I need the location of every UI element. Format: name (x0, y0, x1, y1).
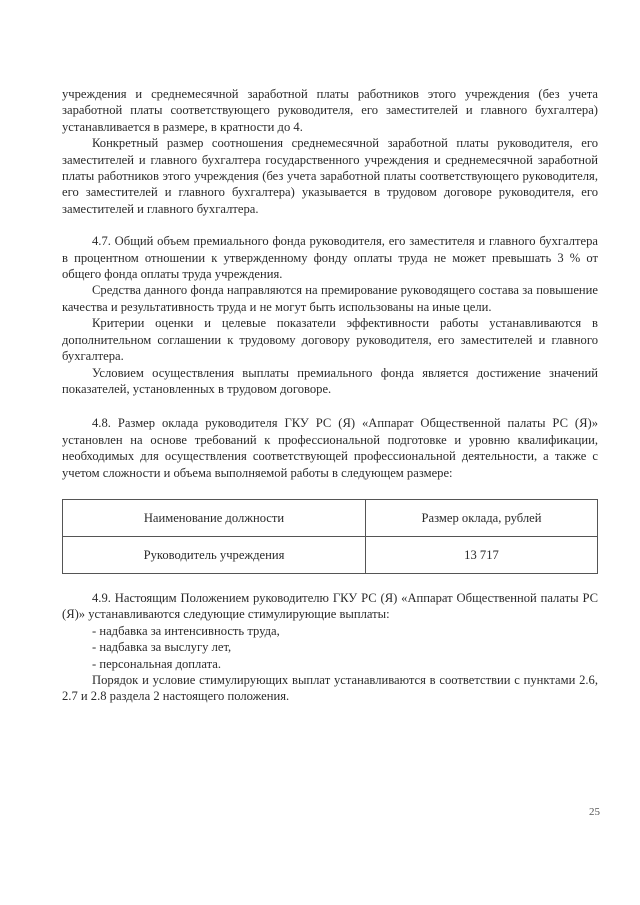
paragraph-criteria: Критерии оценки и целевые показатели эффективности работы устанавливаются в дополнительном соглашении к трудовому договору руководителя, его заместителей и главного бухгалтера. (62, 316, 598, 364)
section-4-9-text: 4.9. Настоящим Положением руководителю ГКУ РС (Я) «Аппарат Общественной палаты РС (Я)» устанавливаются следующие стимулирующие выплаты: (62, 590, 598, 622)
table-row (63, 536, 598, 573)
paragraph-continued: учреждения и среднемесячной заработной платы работников этого учреждения (без учета заработной платы соответствующего руководителя, его заместителей и главного бухгалтера) устанавливается в размере, в кратности до 4. (62, 87, 598, 134)
cell-salary: 13 717 (366, 536, 598, 573)
list-item: - надбавка за выслугу лет, (92, 640, 232, 655)
incentive-list (62, 623, 598, 672)
paragraph-fund-use: Средства данного фонда направляются на премирование руководящего состава за повышение качества и результативность труда и не могут быть использованы на иные цели. (62, 283, 598, 314)
section-4-7-text: 4.7. Общий объем премиального фонда руководителя, его заместителя и главного бухгалтера в процентном отношении к утвержденному фонду оплаты труда не может превышать 3 % от общего фонда оплаты труда учреждения. (62, 234, 598, 282)
header-salary: Размер оклада, рублей (366, 499, 598, 536)
section-4-8-text: 4.8. Размер оклада руководителя ГКУ РС (Я) «Аппарат Общественной палаты РС (Я)» установлен на основе требований к профессиональной подготовке и уровню квалификации, необходимых для осуществления соответствующей профессиональной деятельности, а также с учетом сложности и объема выполняемой работы в следующем размере: (62, 416, 598, 480)
page-body (62, 86, 598, 705)
paragraph-ratio: Конкретный размер соотношения среднемесячной заработной платы руководителя, его заместителей и главного бухгалтера государственного учреждения и среднемесячной заработной платы работников этого учреждения (без учета заработной платы соответствующего руководителя, его заместителей и главного бухгалтера) указывается в трудовом договоре руководителя, его заместителей и главного бухгалтера. (62, 136, 598, 216)
salary-table (62, 499, 598, 574)
page-number: 25 (589, 806, 600, 818)
header-position: Наименование должности (63, 499, 366, 536)
list-item: - надбавка за интенсивность труда, (92, 623, 280, 638)
cell-position: Руководитель учреждения (63, 536, 366, 573)
paragraph-procedure: Порядок и условие стимулирующих выплат устанавливаются в соответствии с пунктами 2.6, 2.7 и 2.8 раздела 2 настоящего положения. (62, 672, 598, 704)
list-item: - персональная доплата. (92, 656, 221, 671)
table-header-row (63, 499, 598, 536)
paragraph-condition: Условием осуществления выплаты премиального фонда является достижение значений показателей, установленных в трудовом договоре. (62, 365, 598, 396)
